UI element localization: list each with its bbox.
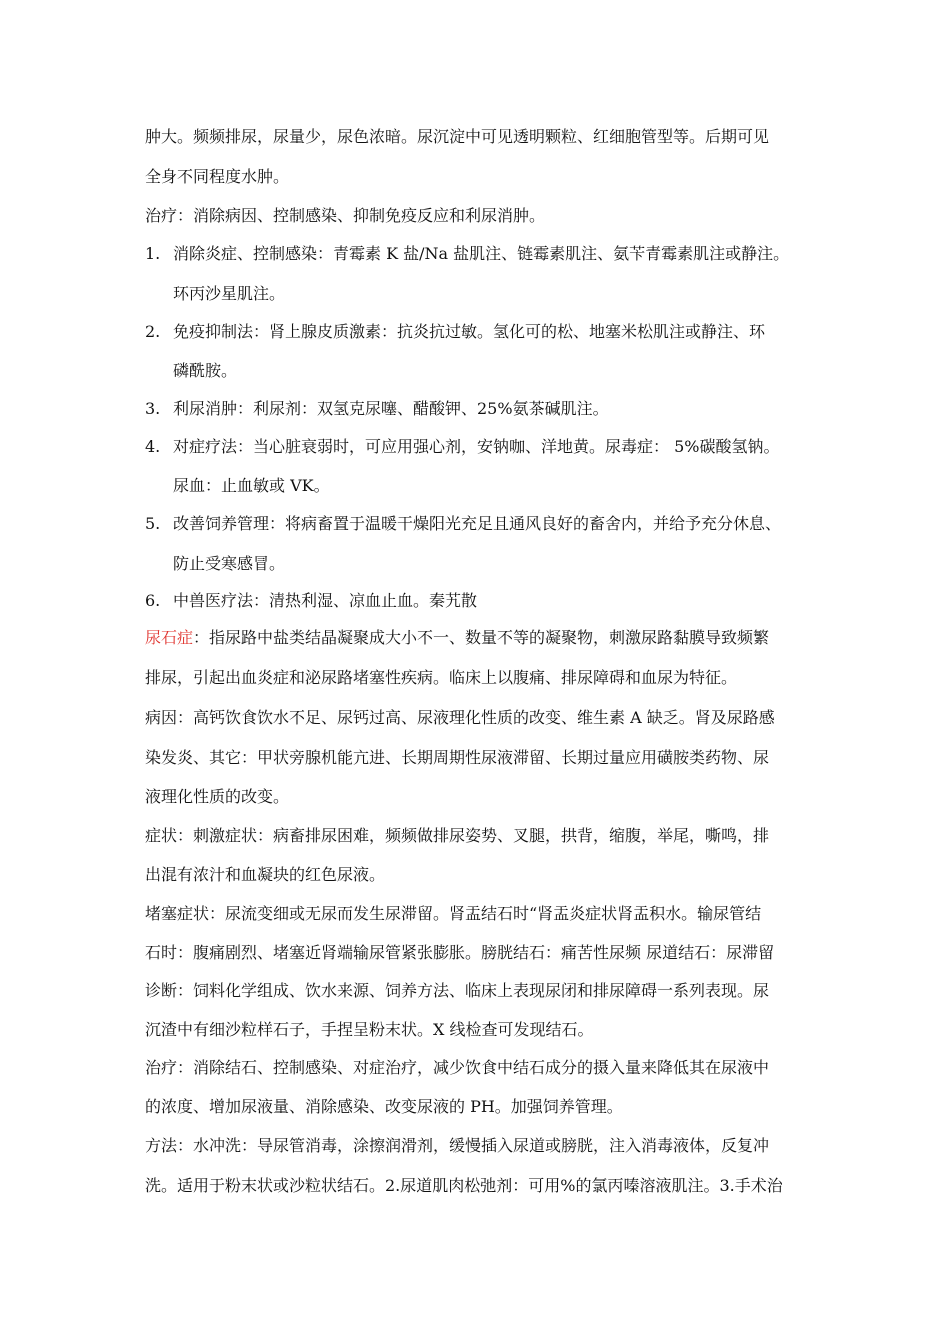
item-number: 2. xyxy=(145,322,161,341)
item-number: 4. xyxy=(145,437,161,456)
method-line: 方法：水冲洗：导尿管消毒，涂擦润滑剂，缓慢插入尿道或膀胱，注入消毒液体，反复冲 xyxy=(145,1136,770,1155)
stone-definition xyxy=(145,628,769,648)
list-item: 免疫抑制法：肾上腺皮质激素：抗炎抗过敏。氢化可的松、地塞米松肌注或静注、环 xyxy=(173,322,766,341)
item-number: 3. xyxy=(145,399,161,418)
text-line: 洗。适用于粉末状或沙粒状结石。2.尿道肌肉松弛剂：可用%的氯丙嗪溶液肌注。3.手术治 xyxy=(145,1176,783,1195)
item-number: 6. xyxy=(145,591,161,610)
item-number: 1. xyxy=(145,244,161,263)
list-item: 消除炎症、控制感染：青霉素 K 盐/Na 盐肌注、链霉素肌注、氨苄青霉素肌注或静注。 xyxy=(173,244,790,263)
text-line: 的浓度、增加尿液量、消除感染、改变尿液的 PH。加强饲养管理。 xyxy=(145,1097,623,1116)
text-line: 沉渣中有细沙粒样石子，手捏呈粉末状。X 线检查可发现结石。 xyxy=(145,1020,594,1039)
text-line: 肿大。频频排尿，尿量少，尿色浓暗。尿沉淀中可见透明颗粒、红细胞管型等。后期可见 xyxy=(145,127,770,146)
list-item-cont: 环丙沙星肌注。 xyxy=(173,284,286,303)
list-item: 对症疗法：当心脏衰弱时，可应用强心剂，安钠咖、洋地黄。尿毒症： 5%碳酸氢钠。 xyxy=(173,437,780,456)
stone-definition-text: ：指尿路中盐类结晶凝聚成大小不一、数量不等的凝聚物，刺激尿路黏膜导致频繁 xyxy=(193,628,770,647)
treatment-line: 治疗：消除结石、控制感染、对症治疗，减少饮食中结石成分的摄入量来降低其在尿液中 xyxy=(145,1058,770,1077)
text-line: 石时：腹痛剧烈、堵塞近肾端输尿管紧张膨胀。膀胱结石：痛苦性尿频 尿道结石：尿滞留 xyxy=(145,943,775,962)
diagnosis-line: 诊断：饲料化学组成、饮水来源、饲养方法、临床上表现尿闭和排尿障碍一系列表现。尿 xyxy=(145,981,770,1000)
cause-line: 病因：高钙饮食饮水不足、尿钙过高、尿液理化性质的改变、维生素 A 缺乏。肾及尿路感 xyxy=(145,708,775,727)
text-line: 全身不同程度水肿。 xyxy=(145,167,290,186)
text-line: 液理化性质的改变。 xyxy=(145,787,290,806)
list-item: 利尿消肿：利尿剂：双氢克尿噻、醋酸钾、25%氨茶碱肌注。 xyxy=(173,399,609,418)
blockage-line: 堵塞症状：尿流变细或无尿而发生尿滞留。肾盂结石时“肾盂炎症状肾盂积水。输尿管结 xyxy=(145,904,762,923)
term-urolithiasis: 尿石症 xyxy=(145,628,194,647)
list-item-cont: 磷酰胺。 xyxy=(173,361,238,380)
list-item-cont: 防止受寒感冒。 xyxy=(173,554,286,573)
list-item: 改善饲养管理：将病畜置于温暖干燥阳光充足且通风良好的畜舍内，并给予充分休息、 xyxy=(173,514,782,533)
symptom-line: 症状：刺激症状：病畜排尿困难，频频做排尿姿势、叉腿，拱背，缩腹，举尾，嘶鸣，排 xyxy=(145,826,770,845)
list-item-cont: 尿血：止血敏或 VK。 xyxy=(173,476,330,495)
list-item: 中兽医疗法：清热利湿、凉血止血。秦艽散 xyxy=(173,591,478,610)
text-line: 染发炎、其它：甲状旁腺机能亢进、长期周期性尿液滞留、长期过量应用磺胺类药物、尿 xyxy=(145,748,770,767)
text-line: 排尿，引起出血炎症和泌尿路堵塞性疾病。临床上以腹痛、排尿障碍和血尿为特征。 xyxy=(145,668,738,687)
text-line: 出混有浓汁和血凝块的红色尿液。 xyxy=(145,865,386,884)
treatment-intro: 治疗：消除病因、控制感染、抑制免疫反应和利尿消肿。 xyxy=(145,206,546,225)
item-number: 5. xyxy=(145,514,161,533)
